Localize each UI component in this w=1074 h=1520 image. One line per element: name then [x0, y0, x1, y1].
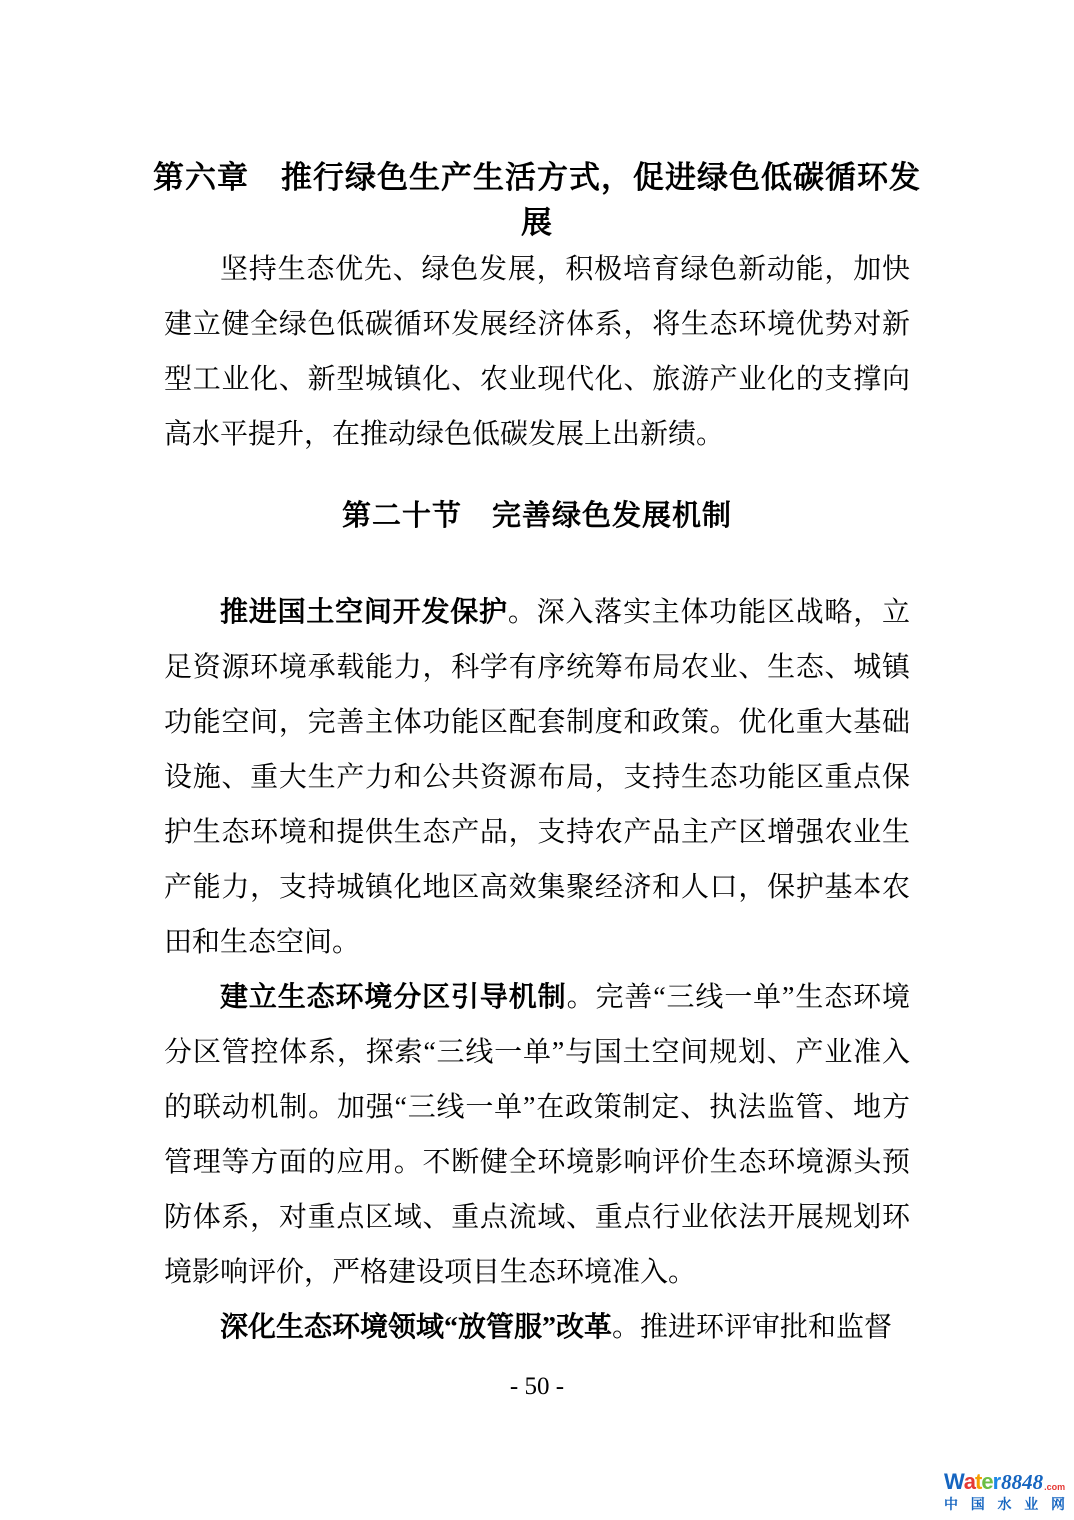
section-title: 第二十节 完善绿色发展机制: [341, 500, 732, 532]
intro-paragraph: 坚持生态优先、绿色发展，积极培育绿色新动能，加快建立健全绿色低碳循环发展经济体系，将生态环境优势对新型工业化、新型城镇化、农业现代化、旅游产业化的支撑向高水平提升，在推动绿色低碳发展上出新绩。: [164, 254, 910, 450]
paragraph-land-space-protection: [164, 585, 910, 970]
paragraph-lead: 推进国土空间开发保护: [220, 597, 508, 628]
logo-tld: .com: [1044, 1482, 1066, 1492]
glyph-char: a: [963, 1469, 976, 1494]
water8848-logo-text: [944, 1471, 1000, 1493]
glyph-char: 国: [970, 1496, 985, 1512]
paragraph-eco-zoning-mechanism: [164, 970, 910, 1300]
watermark-brand-line: [944, 1471, 1065, 1493]
logo-subtitle: [944, 1496, 1065, 1512]
page-footer: [0, 1371, 1074, 1403]
paragraph-lead: 建立生态环境分区引导机制: [220, 982, 567, 1013]
paragraph-text: 。完善“三线一单”生态环境分区管控体系，探索“三线一单”与国土空间规划、产业准入的联动机制。加强“三线一单”在政策制定、执法监管、地方管理等方面的应用。不断健全环境影响评价生态环境源头预防体系，对重点区域、重点流域、重点行业依法开展规划环境影响评价，严格建设项目生态环境准入。: [164, 982, 910, 1288]
paragraph-text: 。推进环评审批和监督: [612, 1312, 893, 1343]
glyph-char: r: [992, 1469, 1001, 1494]
glyph-char: t: [975, 1469, 982, 1494]
glyph-char: 水: [997, 1496, 1012, 1512]
page-number: - 50 -: [509, 1373, 565, 1400]
glyph-char: 中: [944, 1496, 958, 1512]
paragraph-fangguanfu-reform: [164, 1300, 910, 1355]
water8848-watermark: [944, 1471, 1065, 1512]
chapter-title: 第六章 推行绿色生产生活方式，促进绿色低碳循环发展: [153, 160, 921, 240]
glyph-char: W: [944, 1469, 964, 1494]
glyph-char: e: [981, 1469, 993, 1494]
paragraph-text: 。深入落实主体功能区战略，立足资源环境承载能力，科学有序统筹布局农业、生态、城镇功能空间，完善主体功能区配套制度和政策。优化重大基础设施、重大生产力和公共资源布局，支持生态功能区重点保护生态环境和提供生态产品，支持农产品主产区增强农业生产能力，支持城镇化地区高效集聚经济和人口，保护基本农田和生态空间。: [164, 597, 910, 958]
logo-number: 8848: [1001, 1470, 1044, 1494]
glyph-char: 网: [1051, 1496, 1065, 1512]
body-paragraphs: [164, 585, 910, 1355]
glyph-char: 业: [1024, 1496, 1039, 1512]
paragraph-lead: 深化生态环境领域“放管服”改革: [220, 1312, 613, 1343]
